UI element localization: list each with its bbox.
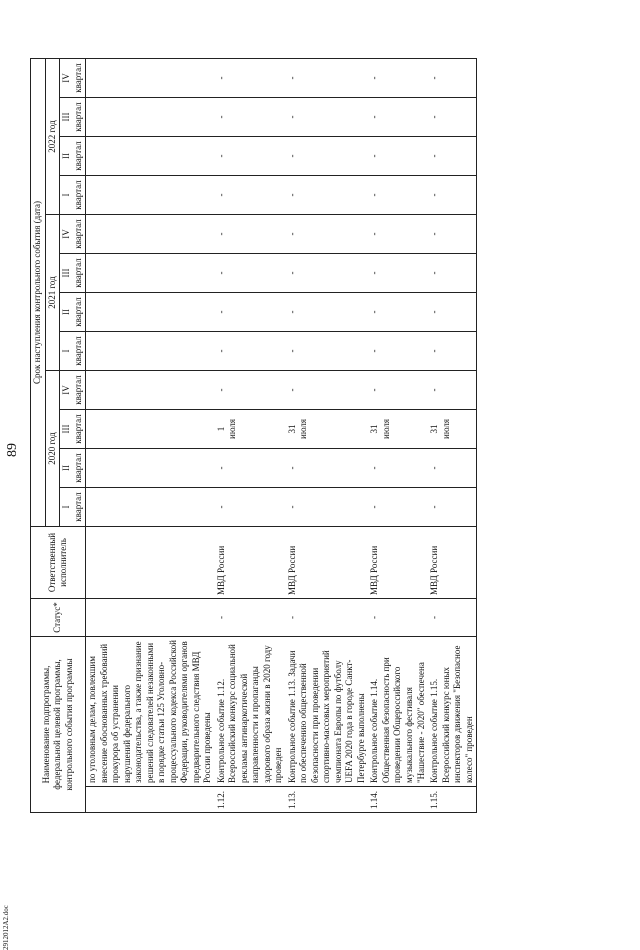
row-number: 1.13. xyxy=(286,787,369,813)
quarter-number: II xyxy=(61,153,72,159)
quarter-cell xyxy=(368,410,428,449)
quarter-word: квартал xyxy=(72,336,83,366)
quarter-cell: - xyxy=(368,332,428,371)
quarter-cell xyxy=(86,59,215,98)
table-body xyxy=(86,59,477,813)
footer-code: 2912012A2.doc xyxy=(2,905,10,950)
quarter-cell: - xyxy=(428,488,477,527)
quarter-word: квартал xyxy=(72,102,83,132)
quarter-cell: - xyxy=(286,332,369,371)
date-month: июля xyxy=(380,419,391,439)
control-events-table xyxy=(30,58,477,813)
row-executor xyxy=(86,527,215,599)
quarter-number: IV xyxy=(61,229,72,239)
header-quarter xyxy=(60,176,86,215)
quarter-word: квартал xyxy=(72,375,83,405)
quarter-cell: - xyxy=(286,59,369,98)
header-status: Статус* xyxy=(31,599,86,637)
quarter-cell: - xyxy=(428,215,477,254)
quarter-cell: - xyxy=(368,59,428,98)
row-number: 1.12. xyxy=(215,787,286,813)
quarter-cell: - xyxy=(368,293,428,332)
quarter-cell: - xyxy=(368,254,428,293)
quarter-cell xyxy=(215,410,286,449)
date-day: 31 xyxy=(369,424,380,434)
quarter-cell: - xyxy=(215,215,286,254)
quarter-cell: - xyxy=(215,449,286,488)
row-executor: МВД России xyxy=(428,527,477,599)
table-row xyxy=(286,59,369,813)
quarter-cell: - xyxy=(215,332,286,371)
date-day: 31 xyxy=(286,424,297,434)
quarter-cell: - xyxy=(215,293,286,332)
quarter-number: I xyxy=(61,505,72,509)
quarter-cell xyxy=(86,371,215,410)
quarter-cell: - xyxy=(286,137,369,176)
page-number: 89 xyxy=(5,443,20,457)
quarter-number: III xyxy=(61,268,72,278)
quarter-word: квартал xyxy=(72,258,83,288)
table-row xyxy=(215,59,286,813)
row-number: 1.14. xyxy=(368,787,428,813)
quarter-word: квартал xyxy=(72,492,83,522)
quarter-cell: - xyxy=(215,176,286,215)
table-header xyxy=(31,59,86,813)
row-name: Контрольное событие 1.15. Всероссийский конкурс юных инспекторов движения "Безопасное колесо" проведен xyxy=(428,637,477,787)
row-name: Контрольное событие 1.12. Всероссийский конкурс социальной рекламы антинаркотической направленности и пропаганды здорового образа жизни в 2020 году проведен xyxy=(215,637,286,787)
header-quarter xyxy=(60,98,86,137)
table-row xyxy=(86,59,215,813)
quarter-cell: - xyxy=(215,98,286,137)
quarter-cell: - xyxy=(428,98,477,137)
quarter-cell: - xyxy=(286,254,369,293)
quarter-number: II xyxy=(61,309,72,315)
date-day: 31 xyxy=(429,424,440,434)
row-status xyxy=(86,599,215,637)
quarter-number: III xyxy=(61,424,72,434)
row-executor: МВД России xyxy=(215,527,286,599)
quarter-word: квартал xyxy=(72,63,83,93)
quarter-cell: - xyxy=(368,488,428,527)
row-status: - xyxy=(428,599,477,637)
quarter-cell xyxy=(428,410,477,449)
quarter-cell xyxy=(86,410,215,449)
quarter-number: I xyxy=(61,349,72,353)
table-row xyxy=(428,59,477,813)
quarter-cell: - xyxy=(428,449,477,488)
quarter-cell: - xyxy=(428,254,477,293)
quarter-cell: - xyxy=(215,137,286,176)
quarter-cell: - xyxy=(286,449,369,488)
quarter-word: квартал xyxy=(72,180,83,210)
quarter-cell xyxy=(86,449,215,488)
header-year: 2020 год xyxy=(45,371,60,527)
quarter-cell: - xyxy=(428,371,477,410)
row-name: Контрольное событие 1.13. Задачи по обеспечению общественной безопасности при проведении спортивно-массовых мероприятий чемпионата Европы по футболу UEFA 2020 года в городе Санкт-Петербурге выполнены xyxy=(286,637,369,787)
quarter-cell: - xyxy=(215,59,286,98)
quarter-cell: - xyxy=(428,293,477,332)
quarter-cell: - xyxy=(286,488,369,527)
quarter-cell xyxy=(86,98,215,137)
quarter-cell xyxy=(286,410,369,449)
quarter-cell xyxy=(86,332,215,371)
row-number xyxy=(86,787,215,813)
quarter-cell xyxy=(86,254,215,293)
table-row xyxy=(368,59,428,813)
quarter-cell: - xyxy=(286,98,369,137)
quarter-word: квартал xyxy=(72,414,83,444)
header-date-group: Срок наступления контрольного события (дата) xyxy=(31,59,46,527)
quarter-cell xyxy=(86,488,215,527)
quarter-cell: - xyxy=(286,215,369,254)
header-quarter xyxy=(60,410,86,449)
header-quarter xyxy=(60,215,86,254)
quarter-cell: - xyxy=(368,449,428,488)
quarter-number: III xyxy=(61,112,72,122)
header-quarter xyxy=(60,488,86,527)
header-quarter xyxy=(60,371,86,410)
row-status: - xyxy=(215,599,286,637)
quarter-word: квартал xyxy=(72,141,83,171)
date-day: 1 xyxy=(215,426,226,432)
quarter-cell: - xyxy=(215,254,286,293)
row-name: Контрольное событие 1.14. Общественная безопасность при проведении Общероссийского музыкального фестиваля "Нашествие - 2020" обеспечена xyxy=(368,637,428,787)
quarter-cell: - xyxy=(368,371,428,410)
quarter-cell xyxy=(86,176,215,215)
quarter-number: IV xyxy=(61,385,72,395)
header-year: 2021 год xyxy=(45,215,60,371)
header-name: Наименование подпрограммы, федеральной целевой программы, контрольного события программы xyxy=(31,637,86,813)
quarter-number: II xyxy=(61,465,72,471)
quarter-cell: - xyxy=(428,59,477,98)
quarter-number: IV xyxy=(61,73,72,83)
row-number: 1.15. xyxy=(428,787,477,813)
row-executor: МВД России xyxy=(286,527,369,599)
quarter-cell: - xyxy=(428,176,477,215)
quarter-cell xyxy=(86,215,215,254)
quarter-cell: - xyxy=(368,176,428,215)
quarter-cell: - xyxy=(368,137,428,176)
header-quarter xyxy=(60,332,86,371)
quarter-cell xyxy=(86,137,215,176)
quarter-cell: - xyxy=(286,293,369,332)
row-name: по уголовным делам, повлекшим внесение обоснованных требований прокурора об устранении нарушений федерального законодательства, а также признание решений следователей незаконными в порядке статьи 125 Уголовно-процессуального кодекса Российской Федерации, руководителями органов предварительного следствия МВД России проведены xyxy=(86,637,215,787)
quarter-cell: - xyxy=(368,98,428,137)
header-executor: Ответственный исполнитель xyxy=(31,527,86,599)
row-executor: МВД России xyxy=(368,527,428,599)
date-month: июля xyxy=(298,419,309,439)
date-month: июля xyxy=(440,419,451,439)
quarter-word: квартал xyxy=(72,297,83,327)
row-status: - xyxy=(368,599,428,637)
quarter-cell: - xyxy=(428,332,477,371)
row-status: - xyxy=(286,599,369,637)
quarter-cell: - xyxy=(428,137,477,176)
quarter-cell: - xyxy=(215,371,286,410)
header-year: 2022 год xyxy=(45,59,60,215)
quarter-cell: - xyxy=(215,488,286,527)
header-quarter xyxy=(60,449,86,488)
quarter-cell xyxy=(86,293,215,332)
quarter-word: квартал xyxy=(72,219,83,249)
quarter-cell: - xyxy=(368,215,428,254)
header-quarter xyxy=(60,59,86,98)
header-quarter xyxy=(60,137,86,176)
quarter-number: I xyxy=(61,193,72,197)
date-month: июля xyxy=(227,419,238,439)
header-quarter xyxy=(60,254,86,293)
quarter-cell: - xyxy=(286,176,369,215)
header-quarter xyxy=(60,293,86,332)
quarter-word: квартал xyxy=(72,453,83,483)
quarter-cell: - xyxy=(286,371,369,410)
